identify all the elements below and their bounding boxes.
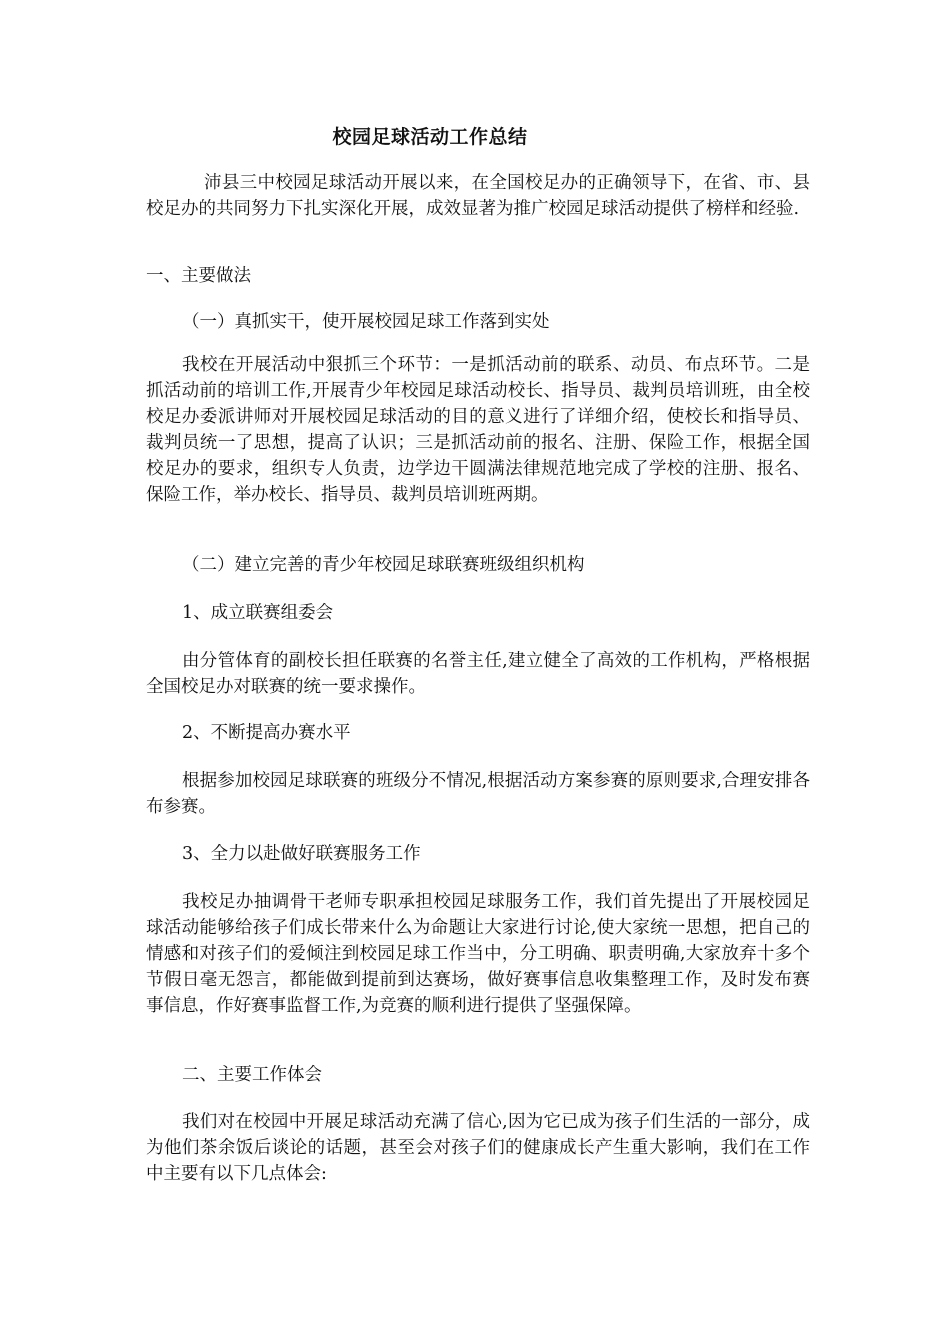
- subsection-1-paragraph: 我校在开展活动中狠抓三个环节：一是抓活动前的联系、动员、布点环节。二是抓活动前的培训工作,开展青少年校园足球活动校长、指导员、裁判员培训班，由全校校足办委派讲师对开展校园足球活动的目的意义进行了详细介绍，使校长和指导员、裁判员统一了思想，提高了认识；三是抓活动前的报名、注册、保险工作，根据全国校足办的要求，组织专人负责，边学边干圆满法律规范地完成了学校的注册、报名、保险工作，举办校长、指导员、裁判员培训班两期。: [146, 355, 810, 505]
- item-heading-1: 1、成立联赛组委会: [182, 603, 334, 623]
- document-title: 校园足球活动工作总结: [332, 126, 528, 148]
- item-heading-3: 3、全力以赴做好联赛服务工作: [182, 844, 421, 864]
- item-1-paragraph: 由分管体育的副校长担任联赛的名誉主任,建立健全了高效的工作机构，严格根据全国校足办对联赛的统一要求操作。: [146, 651, 810, 697]
- item-2-paragraph: 根据参加校园足球联赛的班级分不情况,根据活动方案参赛的原则要求,合理安排各布参赛。: [146, 771, 810, 817]
- item-heading-2: 2、不断提高办赛水平: [182, 723, 351, 743]
- intro-paragraph: 沛县三中校园足球活动开展以来，在全国校足办的正确领导下，在省、市、县校足办的共同努力下扎实深化开展，成效显著为推广校园足球活动提供了榜样和经验.: [146, 173, 810, 219]
- item-3-paragraph: 我校足办抽调骨干老师专职承担校园足球服务工作，我们首先提出了开展校园足球活动能够给孩子们成长带来什么为命题让大家进行讨论,使大家统一思想，把自己的情感和对孩子们的爱倾注到校园足球工作当中，分工明确、职责明确,大家放弃十多个节假日毫无怨言，都能做到提前到达赛场，做好赛事信息收集整理工作，及时发布赛事信息，作好赛事监督工作,为竞赛的顺利进行提供了坚强保障。: [146, 892, 810, 1016]
- subsection-heading-1: （一）真抓实干，使开展校园足球工作落到实处: [182, 312, 550, 332]
- subsection-heading-2: （二）建立完善的青少年校园足球联赛班级组织机构: [182, 555, 585, 575]
- section-2-paragraph: 我们对在校园中开展足球活动充满了信心,因为它已成为孩子们生活的一部分，成为他们茶余饭后谈论的话题，甚至会对孩子们的健康成长产生重大影响，我们在工作中主要有以下几点体会:: [146, 1112, 810, 1184]
- section-heading-experience: 二、主要工作体会: [182, 1065, 322, 1085]
- section-heading-main-practices: 一、主要做法: [146, 266, 251, 286]
